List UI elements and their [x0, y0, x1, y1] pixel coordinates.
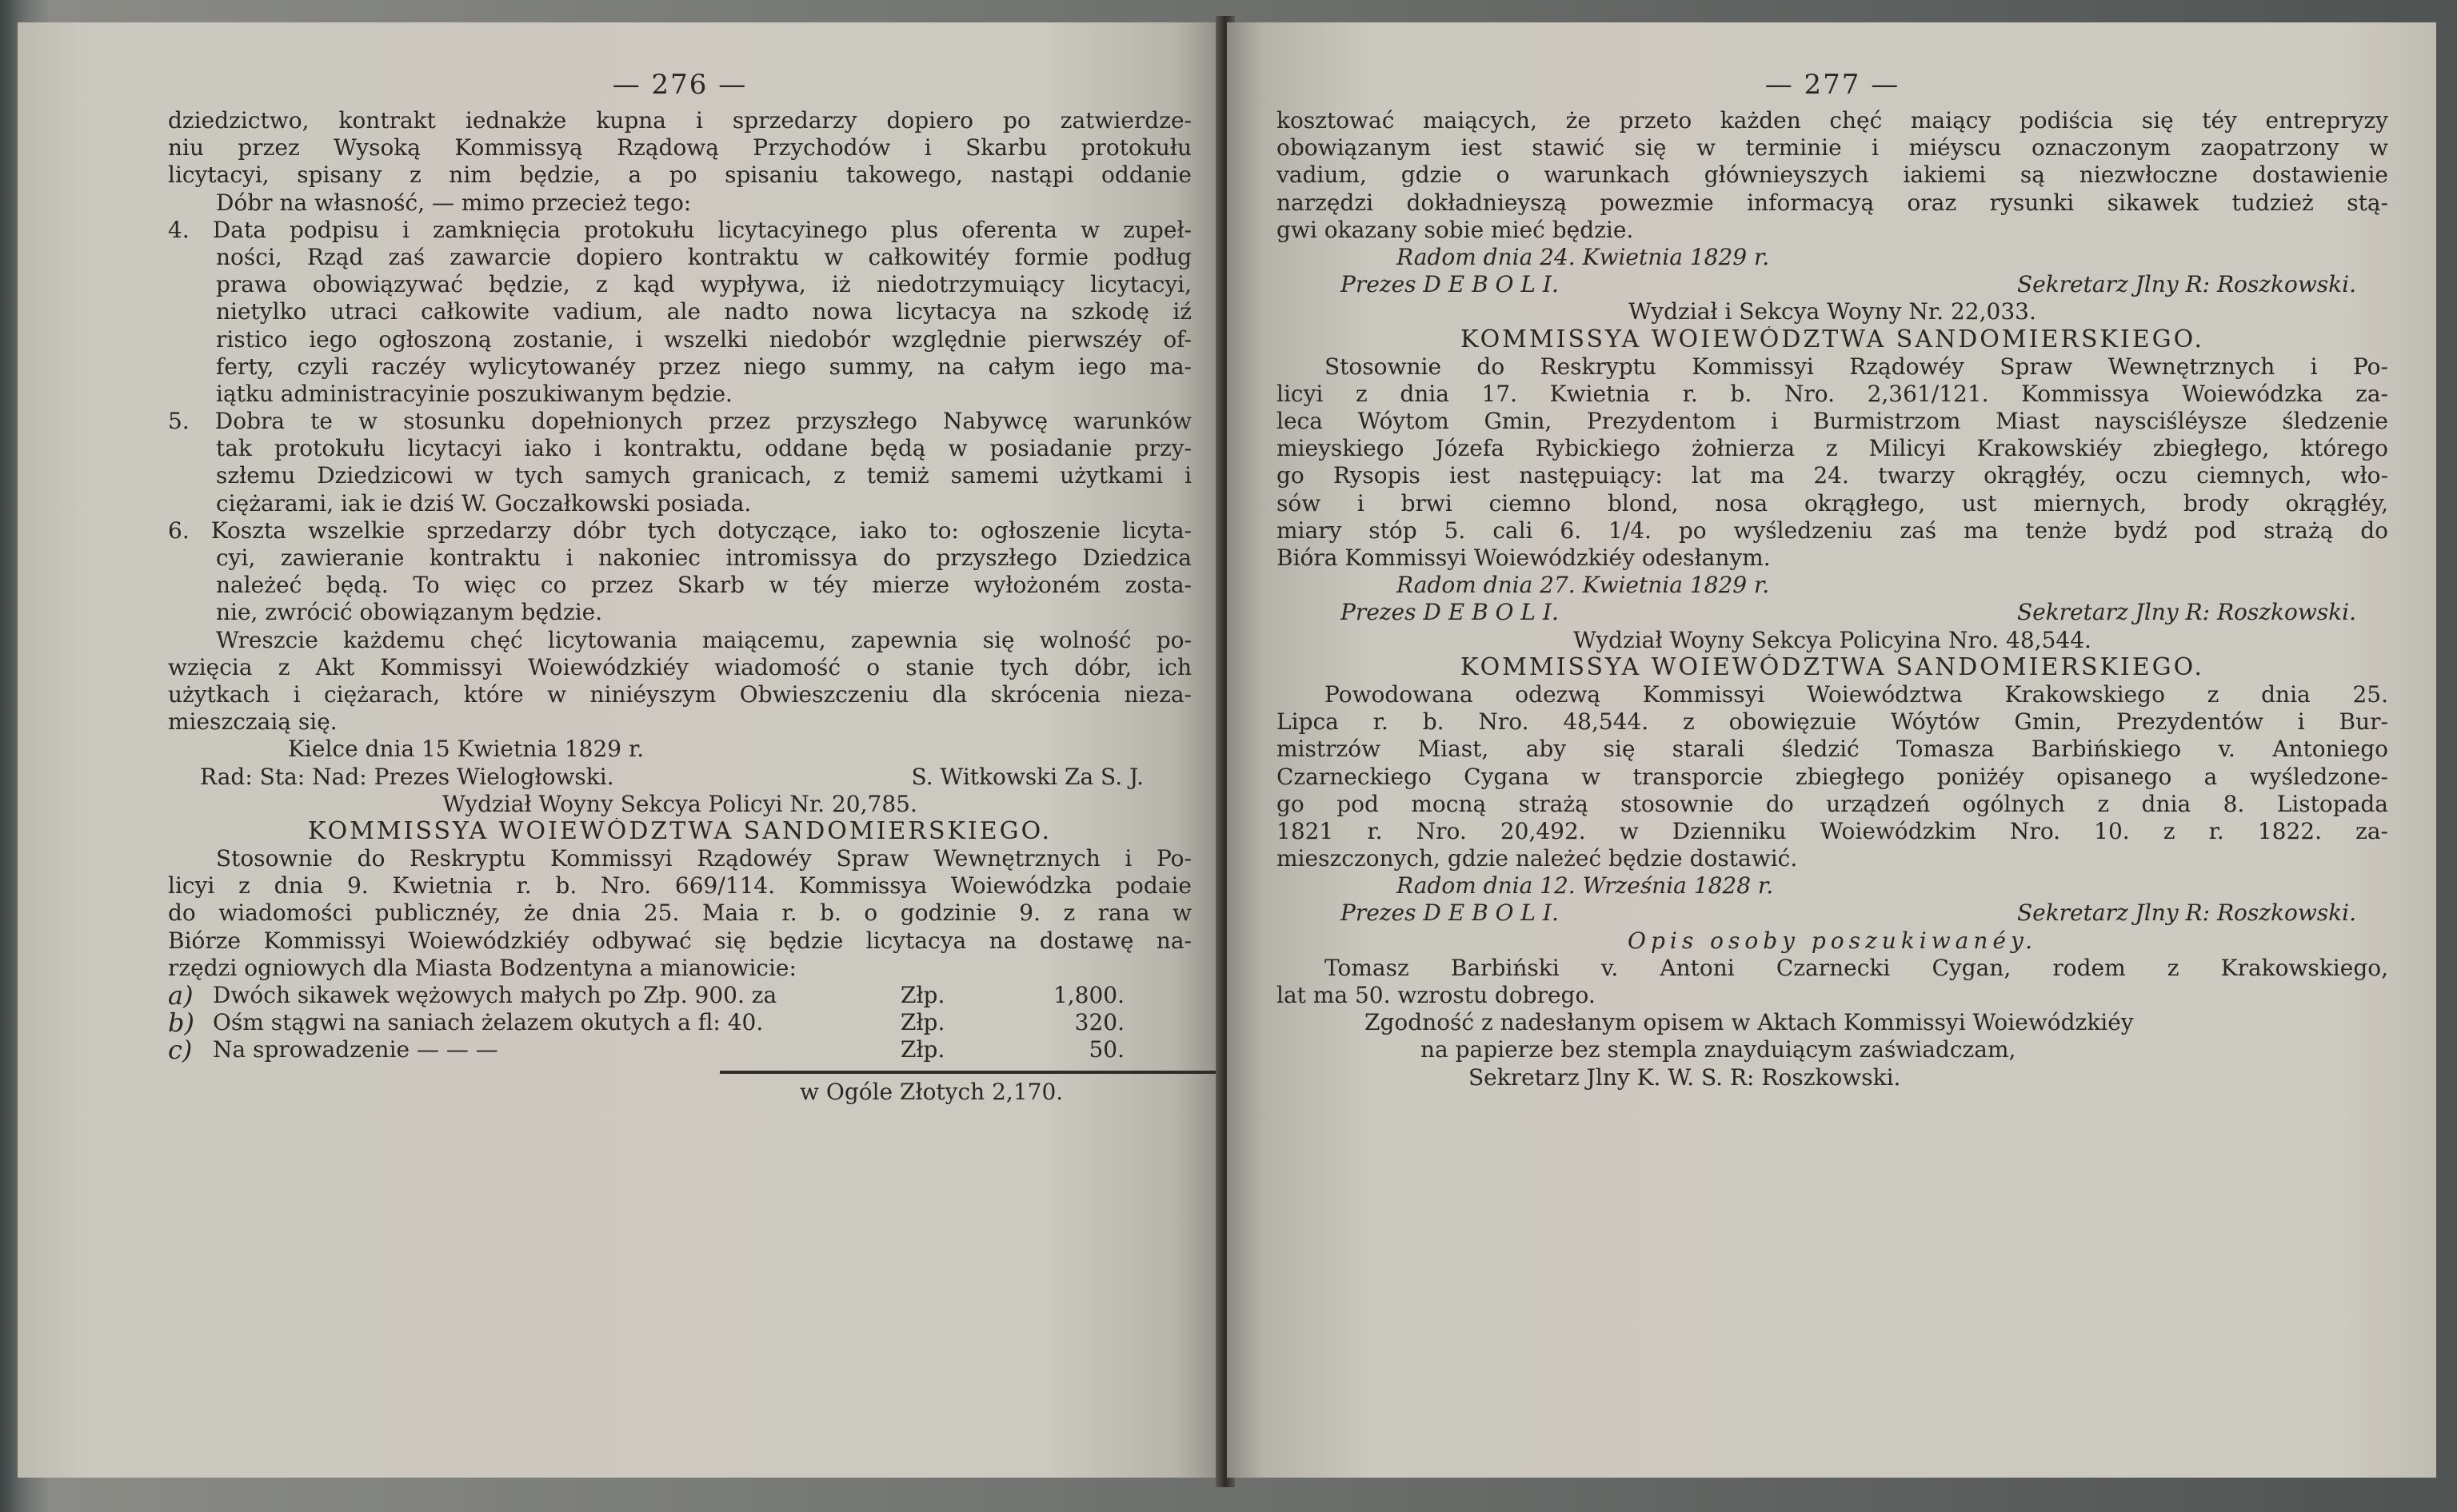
- cost-row: [168, 1035, 1192, 1066]
- point-4: [168, 217, 1192, 408]
- page-number-276: — 276 —: [612, 69, 748, 101]
- text-line: iątku administracyinie poszukiwanym będzie.: [216, 380, 733, 407]
- text-line: vadium, gdzie o warunkach głównieyszych iakiemi są niezwłoczne dostawienie: [1276, 162, 2388, 189]
- department-line: Wydział i Sekcya Woyny Nr. 22,033.: [1628, 298, 2036, 325]
- signature-line: [168, 764, 1192, 791]
- text-line: dziedzictwo, kontrakt iednakże kupna i sprzedarzy dopiero po zatwierdze-: [168, 107, 1192, 134]
- signature-left: Rad: Sta: Nad: Prezes Wielogłowski.: [200, 763, 614, 790]
- text-line: ferty, czyli raczéy wylicytowanéy przez niego summy, na całym iego ma-: [216, 353, 1192, 380]
- intro-paragraph: [1276, 107, 2388, 244]
- left-page: [18, 22, 1224, 1478]
- text-line: 5. Dobra te w stosunku dopełnionych przez przyszłego Nabywcę warunków: [168, 408, 1192, 435]
- text-line: mistrzów Miast, aby się starali śledzić Tomasza Barbińskiego v. Antoniego: [1276, 736, 2388, 763]
- text-line: ciężarami, iak ie dziś W. Goczałkowski posiada.: [216, 489, 752, 517]
- signature-line: [1276, 599, 2388, 626]
- text-line: niu przez Wysoką Kommissyą Rządową Przychodów i Skarbu protokułu: [168, 134, 1192, 162]
- point-6: [168, 517, 1192, 627]
- text-line: gwi okazany sobie mieć będzie.: [1276, 216, 1634, 243]
- text-line: leca Wóytom Gmin, Prezydentom i Burmistrzom Miast naysciśléysze śledzenie: [1276, 408, 2388, 435]
- signature-left: Prezes D E B O L I.: [1340, 271, 1559, 298]
- page-number-277: — 277 —: [1764, 69, 1900, 101]
- text-line: użytkach i ciężarach, które w niniéyszym Obwieszczeniu dla skrócenia nieza-: [168, 680, 1192, 708]
- sum-rule: [720, 1071, 1216, 1074]
- date-line: Radom dnia 24. Kwietnia 1829 r.: [1396, 243, 1770, 270]
- cost-key: c): [168, 1035, 193, 1066]
- signature-right: S. Witkowski Za S. J.: [911, 763, 1144, 790]
- rybicki-announcement: [1276, 353, 2388, 572]
- right-page-body: [1276, 107, 2388, 1091]
- text-line: ności, Rząd zaś zawarcie dopiero kontraktu w całkowitéy formie podług: [216, 243, 1192, 270]
- text-line: nie, zwrócić obowiązanym będzie.: [216, 599, 603, 626]
- commission-title: KOMMISSYA WOIEWÓDZTWA SANDOMIERSKIEGO.: [307, 817, 1053, 845]
- cost-amount: 320.: [1074, 1009, 1125, 1036]
- text-line: miary stóp 5. cali 6. 1/4. po wyśledzeniu zaś ma tenże bydź pod strażą do: [1276, 517, 2388, 544]
- text-line: Powodowana odezwą Kommissyi Woiewództwa Krakowskiego z dnia 25.: [1324, 680, 2388, 708]
- auction-announcement: [168, 845, 1192, 982]
- date-line: Radom dnia 27. Kwietnia 1829 r.: [1396, 572, 1770, 599]
- department-line: Wydział Woyny Sekcya Policyi Nr. 20,785.: [442, 790, 917, 817]
- text-line: Zgodność z nadesłanym opisem w Aktach Kommissyi Woiewódzkiéy: [1364, 1009, 2134, 1036]
- text-line: tak protokułu licytacyi iako i kontraktu, oddane będą w posiadanie przy-: [216, 435, 1192, 462]
- cost-currency: Złp.: [901, 1036, 945, 1063]
- cost-row: [168, 982, 1192, 1009]
- cost-currency: Złp.: [901, 1009, 945, 1036]
- cost-row: [168, 1007, 1192, 1039]
- signature-right: Sekretarz Jlny R: Roszkowski.: [2016, 900, 2356, 927]
- text-line: obowiązanym iest stawić się w terminie i miéyscu oznaczonym zaopatrzony w: [1276, 134, 2388, 162]
- department-line: Wydział Woyny Sekcya Policyina Nro. 48,544.: [1573, 626, 2091, 653]
- description-title: Opis osoby poszukiwanéy.: [1628, 927, 2037, 954]
- left-page-body: [168, 107, 1192, 1106]
- commission-title: KOMMISSYA WOIEWÓDZTWA SANDOMIERSKIEGO.: [1460, 653, 2205, 681]
- text-line: 6. Koszta wszelkie sprzedarzy dóbr tych dotyczące, iako to: ogłoszenie licyta-: [168, 517, 1192, 544]
- text-line: Biórze Kommissyi Woiewódzkiéy odbywać się będzie licytacya na dostawę na-: [168, 927, 1192, 954]
- cost-item: Dwóch sikawek wężowych małych po Złp. 900. za: [213, 982, 777, 1008]
- text-line: mieyskiego Józefa Rybickiego żołnierza z Milicyi Krakowskiéy zbiegłego, którego: [1276, 435, 2388, 462]
- text-line: Stosownie do Reskryptu Kommissyi Rządowéy Spraw Wewnętrznych i Po-: [1324, 353, 2388, 380]
- text-line: mieszczonych, gdzie należeć będzie dostawić.: [1276, 845, 1798, 872]
- cost-currency: Złp.: [901, 982, 945, 1008]
- text-line: Bióra Kommissyi Woiewódzkiéy odesłanym.: [1276, 545, 1771, 571]
- text-line: kosztować maiących, że przeto każden chęć maiący podiścia się téy entrepryzy: [1276, 107, 2388, 134]
- text-line: sów i brwi ciemno blond, nosa okrągłego, ust miernych, brody okrągłéy,: [1276, 489, 2388, 517]
- cost-table: [168, 982, 1192, 1106]
- text-line: do wiadomości publicznéy, że dnia 25. Maia r. b. o godzinie 9. z rana w: [168, 900, 1192, 927]
- text-line: Stosownie do Reskryptu Kommissyi Rządowéy Spraw Wewnętrznych i Po-: [216, 845, 1192, 872]
- signature-line: [1276, 900, 2388, 927]
- text-line: Czarneckiego Cygana w transporcie zbiegłego poniżéy opisanego a wyśledzone-: [1276, 763, 2388, 790]
- text-line: na papierze bez stempla znayduiącym zaświadczam,: [1420, 1036, 2016, 1063]
- text-line: Wreszcie każdemu chęć licytowania maiącemu, zapewnia się wolność po-: [216, 626, 1192, 653]
- cost-item: Ośm stągwi na saniach żelazem okutych a fl: 40.: [213, 1009, 764, 1036]
- text-line: narzędzi dokładnieyszą powezmie informacyą oraz rysunki sikawek tudzież stą-: [1276, 189, 2388, 216]
- commission-title: KOMMISSYA WOIEWÓDZTWA SANDOMIERSKIEGO.: [1460, 325, 2205, 353]
- text-line: Tomasz Barbiński v. Antoni Czarnecki Cygan, rodem z Krakowskiego,: [1324, 954, 2388, 981]
- signature-right: Sekretarz Jlny R: Roszkowski.: [2016, 599, 2356, 626]
- text-line: licyi z dnia 9. Kwietnia r. b. Nro. 669/114. Kommissya Woiewódzka podaie: [168, 872, 1192, 900]
- person-description: [1276, 955, 2388, 1009]
- text-line: Sekretarz Jlny K. W. S. R: Roszkowski.: [1468, 1063, 1901, 1091]
- text-line: licytacyi, spisany z nim będzie, a po spisaniu takowego, nastąpi oddanie: [168, 162, 1192, 189]
- barbinski-announcement: [1276, 681, 2388, 872]
- cost-item: Na sprowadzenie — — —: [213, 1036, 498, 1063]
- cost-key: a): [168, 980, 194, 1011]
- text-line: nietylko utraci całkowite vadium, ale nadto nowa licytacya na szkodę iź: [216, 298, 1192, 325]
- signature-right: Sekretarz Jlny R: Roszkowski.: [2016, 271, 2356, 298]
- date-line: Kielce dnia 15 Kwietnia 1829 r.: [288, 736, 645, 763]
- text-line: cyi, zawieranie kontraktu i nakoniec intromissya do przyszłego Dziedzica: [216, 545, 1192, 571]
- text-line: Dóbr na własność, — mimo przecież tego:: [216, 189, 692, 216]
- point-5: [168, 408, 1192, 517]
- signature-left: Prezes D E B O L I.: [1340, 599, 1559, 626]
- text-line: licyi z dnia 17. Kwietnia r. b. Nro. 2,361/121. Kommissya Woiewódzka za-: [1276, 380, 2388, 407]
- text-line: należeć będą. To więc co przez Skarb w téy mierze wyłożoném zosta-: [216, 572, 1192, 599]
- text-line: go pod mocną strażą stosownie do urządzeń ogólnych z dnia 8. Listopada: [1276, 790, 2388, 817]
- text-line: 4. Data podpisu i zamknięcia protokułu licytacyinego plus oferenta w zupeł-: [168, 216, 1192, 243]
- cost-amount: 1,800.: [1053, 982, 1125, 1008]
- right-page: [1227, 22, 2436, 1478]
- signature-line: [1276, 271, 2388, 298]
- text-line: prawa obowiązywać będzie, z kąd wypływa, iż niedotrzymuiący licytacyi,: [216, 271, 1192, 298]
- signature-left: Prezes D E B O L I.: [1340, 900, 1559, 927]
- text-line: szłemu Dziedzicowi w tych samych granicach, z temiż samemi użytkami i: [216, 462, 1192, 489]
- cost-total: w Ogóle Złotych 2,170.: [800, 1078, 1064, 1105]
- text-line: ristico iego ogłoszoną zostanie, i wszelki niedobór względnie pierwszéy of-: [216, 325, 1192, 353]
- date-line: Radom dnia 12. Września 1828 r.: [1396, 872, 1774, 900]
- closing-paragraph: [168, 627, 1192, 736]
- text-line: lat ma 50. wzrostu dobrego.: [1276, 982, 1596, 1008]
- text-line: 1821 r. Nro. 20,492. w Dzienniku Woiewódzkim Nro. 10. z r. 1822. za-: [1276, 817, 2388, 844]
- cost-amount: 50.: [1089, 1036, 1125, 1063]
- text-line: Lipca r. b. Nro. 48,544. z obowięzuie Wóytów Gmin, Prezydentów i Bur-: [1276, 708, 2388, 736]
- text-line: wzięcia z Akt Kommissyi Woiewódzkiéy wiadomość o stanie tych dóbr, ich: [168, 653, 1192, 680]
- text-line: rzędzi ogniowych dla Miasta Bodzentyna a mianowicie:: [168, 954, 797, 981]
- text-line: mieszczaią się.: [168, 708, 338, 736]
- text-line: go Rysopis iest następuiący: lat ma 24. twarzy okrągłéy, oczu ciemnych, wło-: [1276, 462, 2388, 489]
- certification: [1276, 1009, 2388, 1091]
- cost-key: b): [168, 1007, 194, 1039]
